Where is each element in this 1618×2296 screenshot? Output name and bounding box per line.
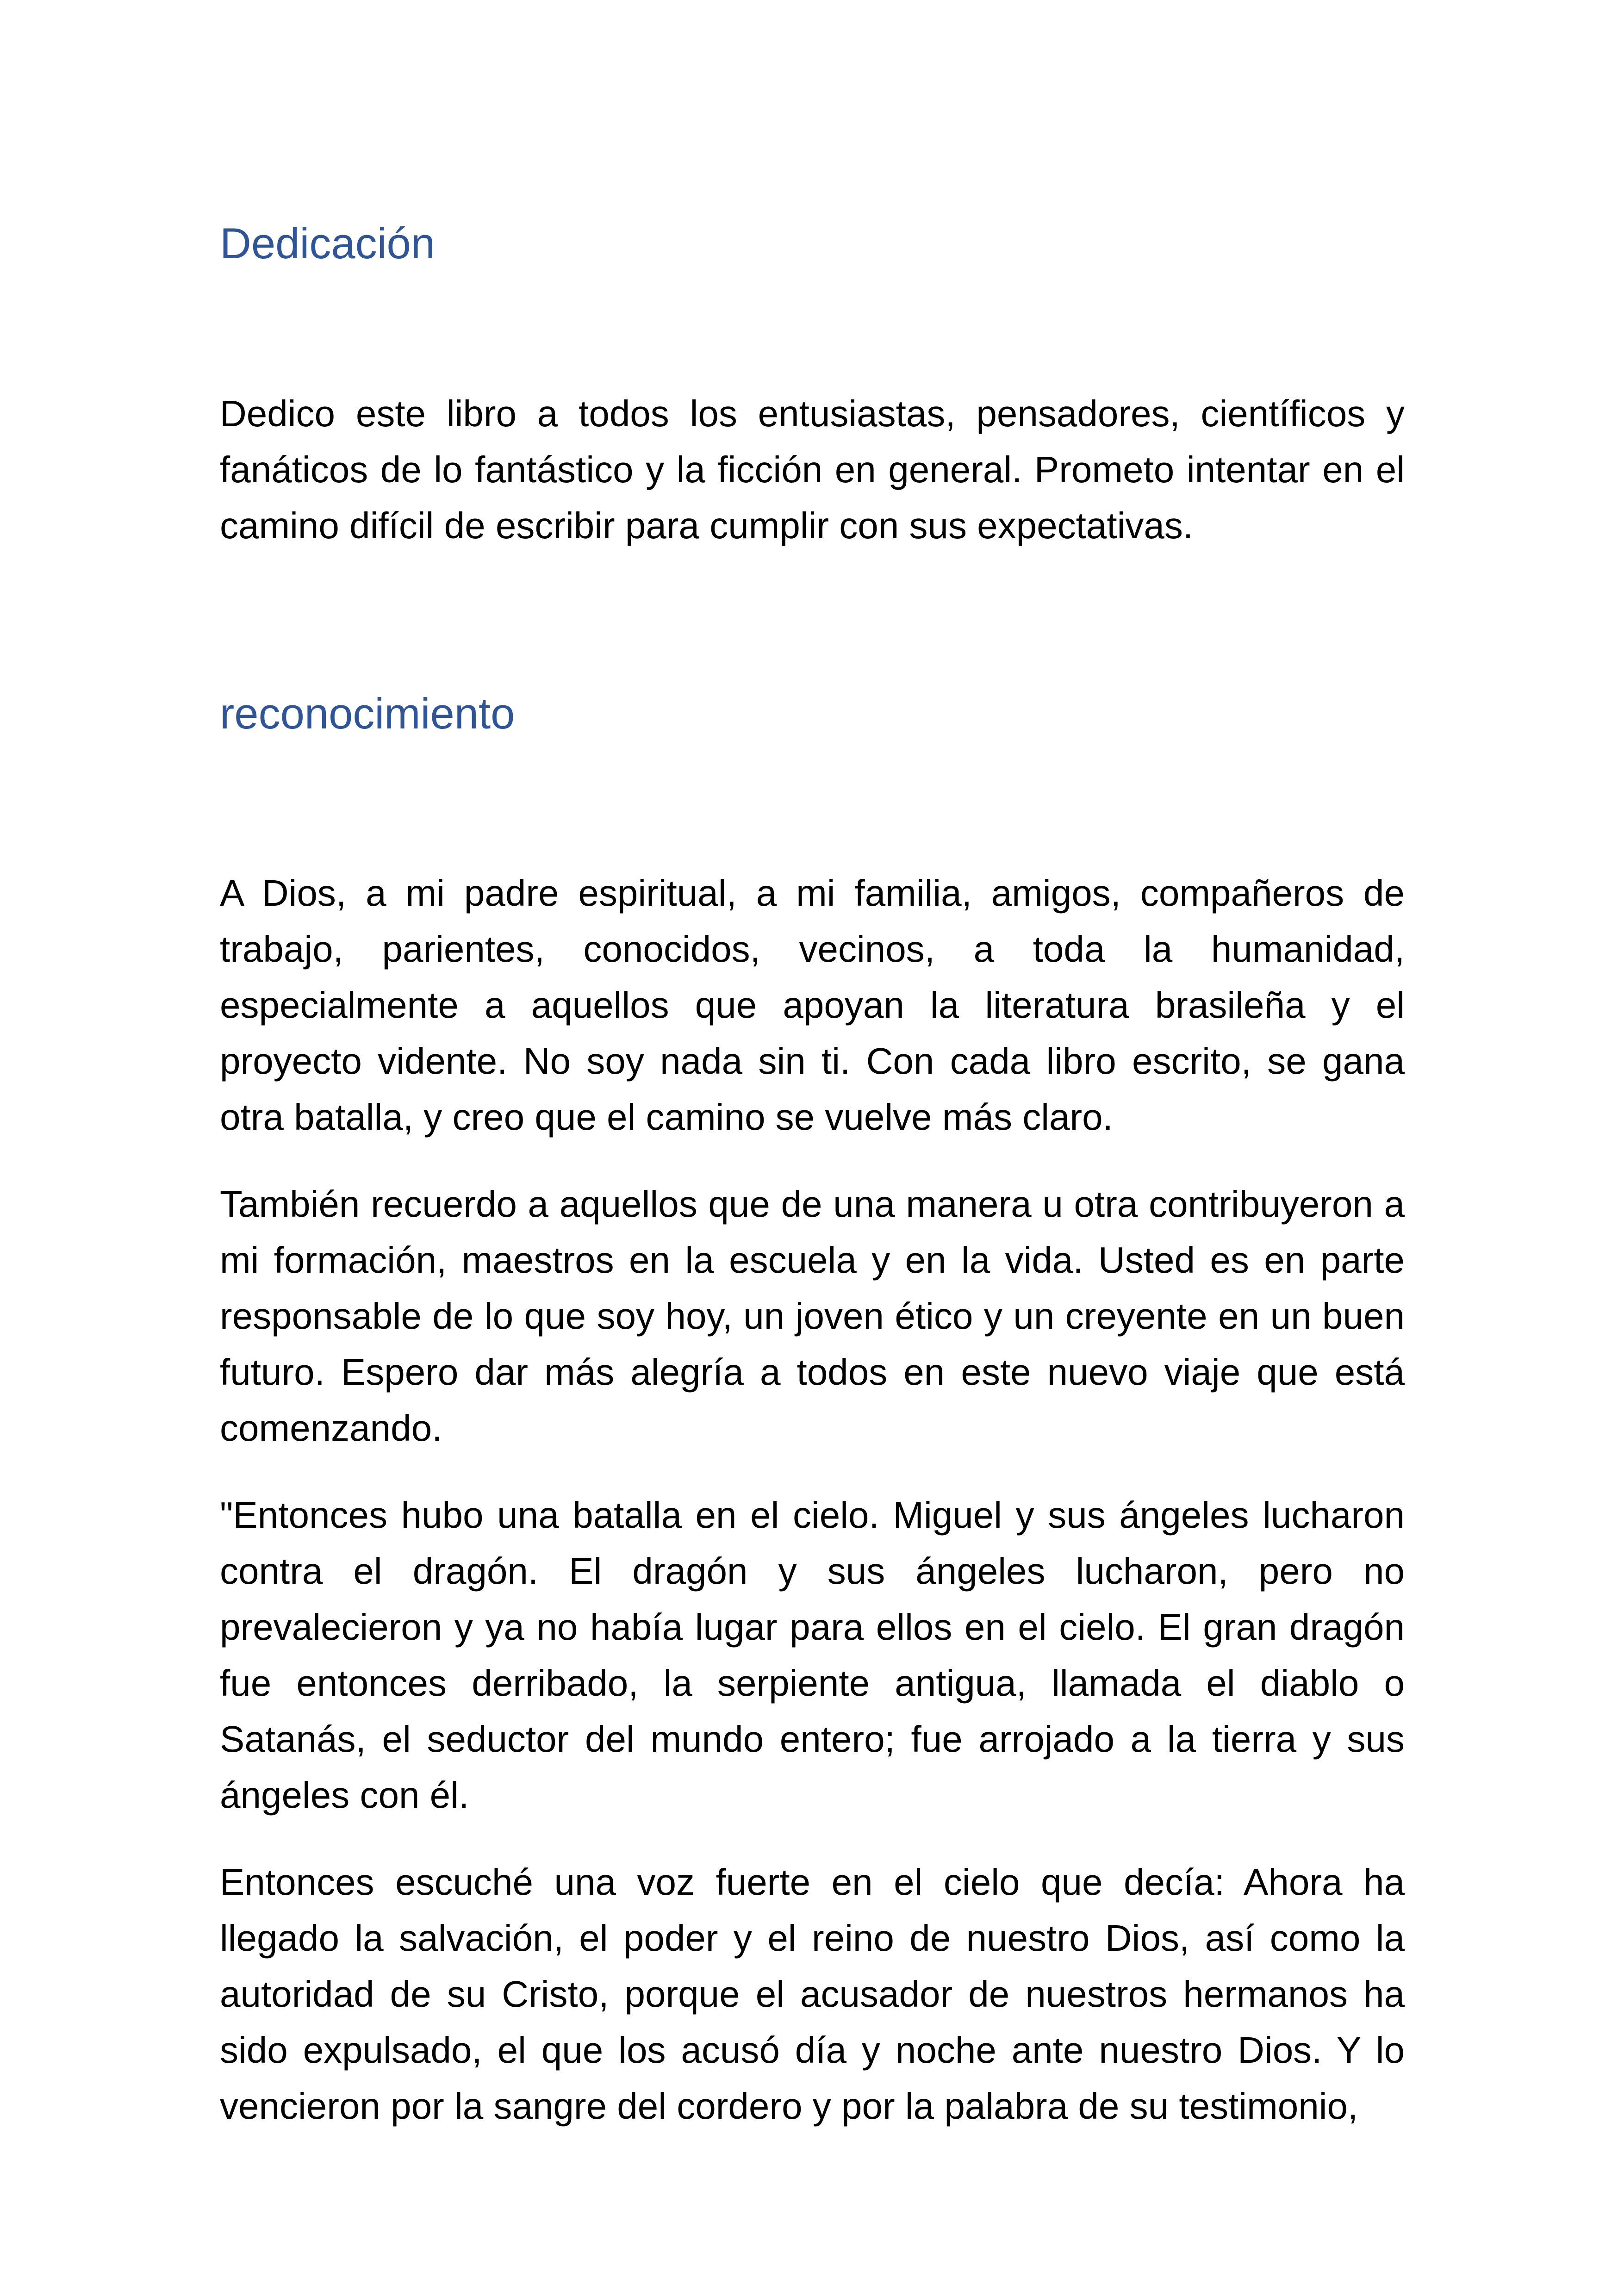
section-heading-acknowledgement: reconocimiento bbox=[220, 689, 515, 738]
quote-paragraph-2: Entonces escuché una voz fuerte en el cielo que decía: Ahora ha llegado la salvación, el poder y el reino de nuestro Dios, así como la autoridad de su Cristo, porque el acusador de nuestros hermanos ha sido expulsado, el que los acusó día y noche ante nuestro Dios. Y lo vencieron por la sangre del cordero y por la palabra de su testimonio, bbox=[220, 1861, 1405, 2127]
quote-paragraph-1: "Entonces hubo una batalla en el cielo. Miguel y sus ángeles lucharon contra el dragón. El dragón y sus ángeles lucharon, pero no prevalecieron y ya no había lugar para ellos en el cielo. El gran dragón fue entonces derribado, la serpiente antigua, llamada el diablo o Satanás, el seductor del mundo entero; fue arrojado a la tierra y sus ángeles con él. bbox=[220, 1494, 1405, 1816]
dedication-paragraph: Dedico este libro a todos los entusiastas, pensadores, científicos y fanáticos de lo fantástico y la ficción en general. Prometo intentar en el camino difícil de escribir para cumplir con sus expectativas. bbox=[220, 392, 1405, 546]
page-content bbox=[220, 218, 1405, 2165]
acknowledgement-paragraph-1: A Dios, a mi padre espiritual, a mi familia, amigos, compañeros de trabajo, parientes, conocidos, vecinos, a toda la humanidad, especialmente a aquellos que apoyan la literatura brasileña y el proyecto vidente. No soy nada sin ti. Con cada libro escrito, se gana otra batalla, y creo que el camino se vuelve más claro. bbox=[220, 872, 1405, 1138]
acknowledgement-paragraph-2: También recuerdo a aquellos que de una manera u otra contribuyeron a mi formación, maestros en la escuela y en la vida. Usted es en parte responsable de lo que soy hoy, un joven ético y un creyente en un buen futuro. Espero dar más alegría a todos en este nuevo viaje que está comenzando. bbox=[220, 1183, 1405, 1449]
section-heading-dedication: Dedicación bbox=[220, 219, 436, 268]
